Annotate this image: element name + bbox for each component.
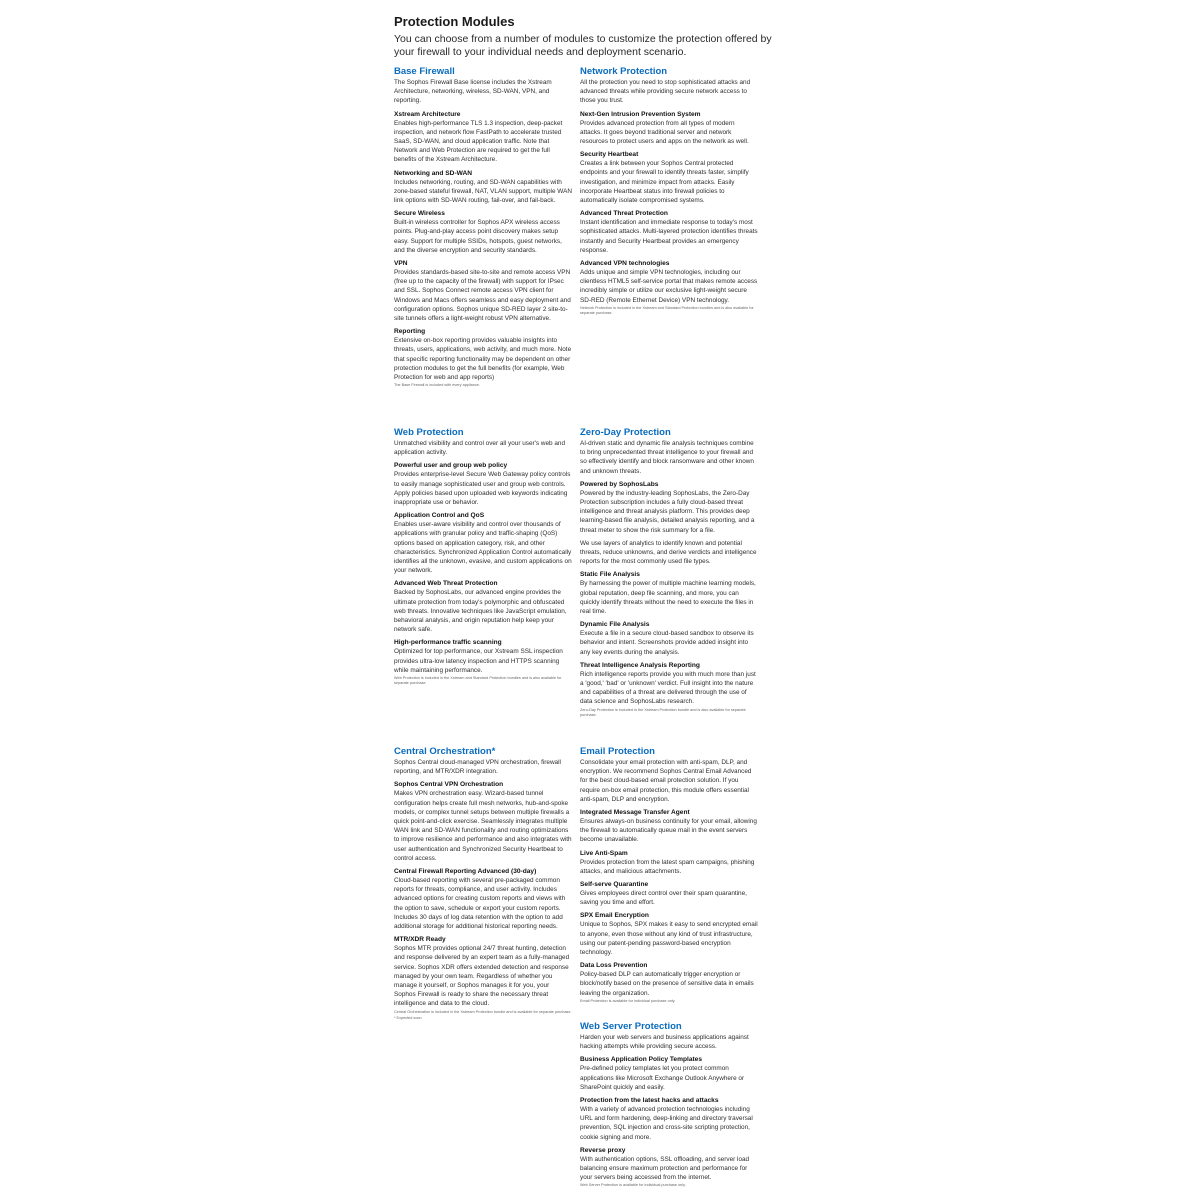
feature-title: Powered by SophosLabs	[580, 480, 659, 488]
section-email-protection	[580, 746, 758, 1004]
section-title: Zero-Day Protection	[580, 427, 671, 438]
feature-item	[394, 867, 572, 931]
feature-item	[394, 511, 572, 575]
feature-description: By harnessing the power of multiple machine learning models, global reputation, deep file scanning, and more, you can quickly identify threats without the need to execute the files in real time.	[580, 580, 756, 616]
section-zero-day-protection	[580, 427, 758, 718]
feature-description: Pre-defined policy templates let you protect common applications like Microsoft Exchange Outlook Anywhere or SharePoint quickly and easily.	[580, 1065, 745, 1091]
feature-title: Xstream Architecture	[394, 110, 461, 118]
feature-item	[580, 808, 758, 845]
feature-title: Reverse proxy	[580, 1146, 626, 1154]
feature-description: With authentication options, SSL offloading, and server load balancing ensure maximum protection and performance for your servers being accessed from the internet.	[580, 1155, 750, 1182]
feature-title: VPN	[394, 260, 408, 268]
section-title: Network Protection	[580, 66, 668, 77]
feature-description: With a variety of advanced protection technologies including URL and form hardening, deep-linking and directory traversal prevention, SQL injection and cross-site scripting protection, cookie signing and more.	[580, 1106, 753, 1141]
feature-title: Self-serve Quarantine	[580, 881, 649, 889]
feature-title: Data Loss Prevention	[580, 962, 648, 970]
feature-description: Cloud-based reporting with several pre-packaged common reports for threats, compliance, and user activity. Includes advanced options for creating custom reports and views with the option to save, schedule or export your custom reports. Includes 30 days of log data retention with the option to add additional storage for additional historical reporting needs.	[394, 877, 566, 931]
feature-title: Sophos Central VPN Orchestration	[394, 781, 504, 789]
section-footnote: The Base Firewall is included with every appliance.	[394, 383, 480, 388]
feature-item	[580, 570, 758, 616]
section-footnote: Network Protection is included in the Xstream and Standard Protection bundles and is also available for separate purchase.	[580, 305, 754, 316]
feature-item	[580, 961, 758, 998]
feature-title: Advanced VPN technologies	[580, 260, 670, 268]
section-intro: AI-driven static and dynamic file analysis techniques combine to bring unprecedented threat intelligence to your firewall and so effectively identify and block ransomware and other known and unknown threats.	[580, 440, 754, 475]
section-title: Central Orchestration*	[394, 746, 496, 757]
feature-item	[580, 911, 758, 957]
feature-title: Threat Intelligence Analysis Reporting	[580, 661, 700, 669]
section-intro: The Sophos Firewall Base license includes the Xstream Architecture, networking, wireless, SD-WAN, VPN, and reporting.	[394, 79, 552, 105]
feature-description: Includes networking, routing, and SD-WAN capabilities with zone-based stateful firewall, NAT, VLAN support, multiple WAN link options with SD-WAN routing, fail-over, and fail-back.	[394, 178, 572, 205]
section-web-protection	[394, 427, 572, 687]
section-web-server-protection	[580, 1021, 758, 1189]
feature-description: Powered by the industry-leading SophosLabs, the Zero-Day Protection subscription includes a fully cloud-based threat intelligence and threat analysis platform. This provides deep learning-based file analysis, detailed analysis reporting, and a threat meter to show the risk summary for a file.	[580, 489, 755, 534]
feature-description: Policy-based DLP can automatically trigger encryption or block/notify based on the presence of sensitive data in emails leaving the organization.	[580, 971, 754, 997]
feature-item	[580, 661, 758, 707]
feature-title: SPX Email Encryption	[580, 912, 649, 920]
feature-item	[394, 259, 572, 323]
feature-item	[394, 935, 572, 1008]
feature-title: Dynamic File Analysis	[580, 621, 650, 629]
section-intro: Harden your web servers and business applications against hacking attempts while providing secure access.	[580, 1034, 749, 1051]
section-central-orchestration	[394, 746, 572, 1021]
feature-item	[580, 1096, 758, 1142]
feature-description: Sophos MTR provides optional 24/7 threat hunting, detection and response delivered by an expert team as a fully-managed service. Sophos XDR offers extended detection and response managed by your own team. Regardless of whether you manage it yourself, or Sophos manages it for you, your Sophos Firewall is ready to share the necessary threat intelligence and data to the cloud.	[394, 945, 570, 1008]
feature-title: Secure Wireless	[394, 210, 445, 218]
feature-description: Provides standards-based site-to-site and remote access VPN (free up to the capacity of the firewall) with support for IPsec and SSL. Sophos Connect remote access VPN client for Windows and Macs offers seamless and easy deployment and configuration options. Sophos unique SD-RED layer 2 site-to-site tunnels offers a light-weight robust VPN alternative.	[394, 269, 571, 323]
feature-description: Unique to Sophos, SPX makes it easy to send encrypted email to anyone, even those without any kind of trust infrastructure, using our patent-pending password-based encryption technology.	[580, 921, 758, 957]
section-intro: All the protection you need to stop sophisticated attacks and advanced threats while providing secure network access to those you trust.	[580, 79, 751, 105]
feature-item	[394, 209, 572, 255]
feature-item	[580, 620, 758, 657]
feature-item	[394, 780, 572, 863]
section-title: Web Server Protection	[580, 1021, 682, 1032]
feature-description: Makes VPN orchestration easy. Wizard-based tunnel configuration helps create full mesh networks, hub-and-spoke models, or complex tunnel setups between multiple firewalls a quick point-and-click exercise. Seamlessly integrates multiple WAN link and SD-WAN functionality and routing optimizations to improve resilience and performance and also integrates with user authentication and Synchronized Security Heartbeat to control access.	[394, 790, 572, 862]
section-title: Base Firewall	[394, 66, 455, 77]
section-network-protection	[580, 66, 758, 317]
feature-description: Enables high-performance TLS 1.3 inspection, deep-packet inspection, and network flow FastPath to accelerate trusted SaaS, SD-WAN, and cloud application traffic. Note that Network and Web Protection are required to get the full benefits of the Xstream Architecture.	[394, 119, 563, 164]
feature-item	[580, 480, 758, 567]
feature-title: Next-Gen Intrusion Prevention System	[580, 110, 701, 118]
feature-title: Integrated Message Transfer Agent	[580, 809, 690, 817]
feature-title: Business Application Policy Templates	[580, 1056, 703, 1064]
section-intro: Unmatched visibility and control over all your user's web and application activity.	[394, 440, 566, 457]
feature-item	[580, 209, 758, 255]
feature-title: Powerful user and group web policy	[394, 462, 508, 470]
feature-title: MTR/XDR Ready	[394, 936, 446, 944]
feature-description: Provides advanced protection from all types of modern attacks. It goes beyond traditional server and network resources to protect users and apps on the network as well.	[580, 119, 749, 146]
feature-description: Gives employees direct control over their spam quarantine, saving you time and effort.	[580, 890, 747, 907]
feature-item	[394, 579, 572, 634]
feature-item	[394, 638, 572, 675]
section-intro: Sophos Central cloud-managed VPN orchestration, firewall reporting, and MTR/XDR integration.	[394, 759, 561, 776]
feature-item	[394, 461, 572, 507]
feature-title: Advanced Web Threat Protection	[394, 580, 498, 588]
feature-item	[394, 169, 572, 206]
feature-item	[580, 150, 758, 205]
feature-title: Reporting	[394, 328, 426, 336]
feature-description: Creates a link between your Sophos Central protected endpoints and your firewall to identify threats faster, simplify investigation, and minimize impact from attacks. Easily incorporate Heartbeat status into firewall policies to automatically isolate compromised systems.	[580, 160, 749, 205]
section-title: Web Protection	[394, 427, 464, 438]
feature-description: Provides enterprise-level Secure Web Gateway policy controls to easily manage sophisticated user and group web controls. Apply policies based upon uploaded web keywords indicating inappropriate use or behavior.	[394, 471, 571, 507]
page-intro: You can choose from a number of modules to customize the protection offered by your firewall to your individual needs and deployment scenario.	[394, 33, 772, 58]
feature-description: Extensive on-box reporting provides valuable insights into threats, users, applications, web activity, and much more. Note that specific reporting functionality may be dependent on other protection modules to get the full benefits (for example, Web Protection for web and app reports)	[394, 337, 572, 382]
feature-item	[580, 110, 758, 147]
feature-description: Adds unique and simple VPN technologies, including our clientless HTML5 self-service portal that makes remote access incredibly simple or utilize our exclusive light-weight secure SD-RED (Remote Ethernet Device) VPN technology.	[580, 269, 758, 304]
feature-description: Ensures always-on business continuity for your email, allowing the firewall to automatically queue mail in the event servers become unavailable.	[580, 818, 757, 844]
feature-description: Optimized for top performance, our Xstream SSL inspection provides ultra-low latency inspection and HTTPS scanning while maintaining performance.	[394, 648, 563, 674]
feature-title: Networking and SD-WAN	[394, 169, 473, 177]
section-footnote: Email Protection is available for individual purchase only.	[580, 998, 676, 1003]
feature-item	[580, 849, 758, 876]
section-footnote: Central Orchestration is included in the Xstream Protection bundle and is available for separate purchase.	[394, 1009, 572, 1014]
section-intro: Consolidate your email protection with anti-spam, DLP, and encryption. We recommend Sophos Central Email Advanced for the best cloud-based email protection solution. If you require on-box email protection, this module offers essential anti-spam, DLP and encryption.	[580, 759, 752, 803]
feature-item	[580, 259, 758, 305]
feature-title: Central Firewall Reporting Advanced (30-day)	[394, 868, 537, 876]
feature-title: High-performance traffic scanning	[394, 639, 502, 647]
feature-description: Backed by SophosLabs, our advanced engine provides the ultimate protection from today's polymorphic and obfuscated web threats. Innovative techniques like JavaScript emulation, behavioral analysis, and origin reputation help keep your network safe.	[394, 589, 567, 634]
feature-description-extra: We use layers of analytics to identify known and potential threats, reduce unknowns, and derive verdicts and intelligence reports for the most commonly used file types.	[580, 539, 757, 566]
feature-description: Execute a file in a secure cloud-based sandbox to observe its behavior and intent. Screenshots provide added insight into any key events during the analysis.	[580, 630, 754, 656]
feature-title: Application Control and QoS	[394, 512, 485, 520]
feature-description: Built-in wireless controller for Sophos APX wireless access points. Plug-and-play access point discovery makes setup easy. Support for multiple SSIDs, hotspots, guest networks, and the diverse encryption and security standards.	[394, 219, 562, 254]
feature-item	[580, 1055, 758, 1092]
section-footnote: Zero-Day Protection is included in the Xstream Protection bundle and is also available for separate purchase.	[580, 707, 746, 718]
section-base-firewall	[394, 66, 572, 389]
feature-description: Rich intelligence reports provide you with much more than just a 'good,' 'bad' or 'unknown' verdict. Full insight into the nature and capabilities of a threat are delivered through the use of data science and SophosLabs research.	[580, 670, 756, 706]
feature-description: Provides protection from the latest spam campaigns, phishing attacks, and malicious attachments.	[580, 858, 755, 875]
section-title: Email Protection	[580, 746, 655, 757]
feature-item	[580, 880, 758, 907]
feature-title: Protection from the latest hacks and attacks	[580, 1097, 719, 1105]
feature-description: Enables user-aware visibility and control over thousands of applications with granular policy and traffic-shaping (QoS) options based on application category, risk, and other characteristics. Synchronized Application Control automatically identifies all the unknown, evasive, and custom applications on your network.	[394, 521, 572, 575]
feature-item	[394, 327, 572, 382]
section-footnote-note: * Expected soon	[394, 1016, 422, 1021]
feature-description: Instant identification and immediate response to today's most sophisticated attacks. Multi-layered protection identifies threats instantly and Security Heartbeat provides an emergency response.	[580, 219, 758, 254]
feature-item	[394, 110, 572, 165]
feature-title: Live Anti-Spam	[580, 849, 628, 857]
page-title: Protection Modules	[394, 14, 515, 29]
feature-title: Static File Analysis	[580, 571, 640, 579]
page-header	[394, 14, 774, 59]
section-footnote: Web Server Protection is available for individual purchase only.	[580, 1183, 686, 1188]
feature-title: Security Heartbeat	[580, 151, 639, 159]
section-footnote: Web Protection is included in the Xstream and Standard Protection bundles and is also available for separate purchase.	[394, 676, 562, 686]
feature-title: Advanced Threat Protection	[580, 210, 668, 218]
feature-item	[580, 1146, 758, 1183]
